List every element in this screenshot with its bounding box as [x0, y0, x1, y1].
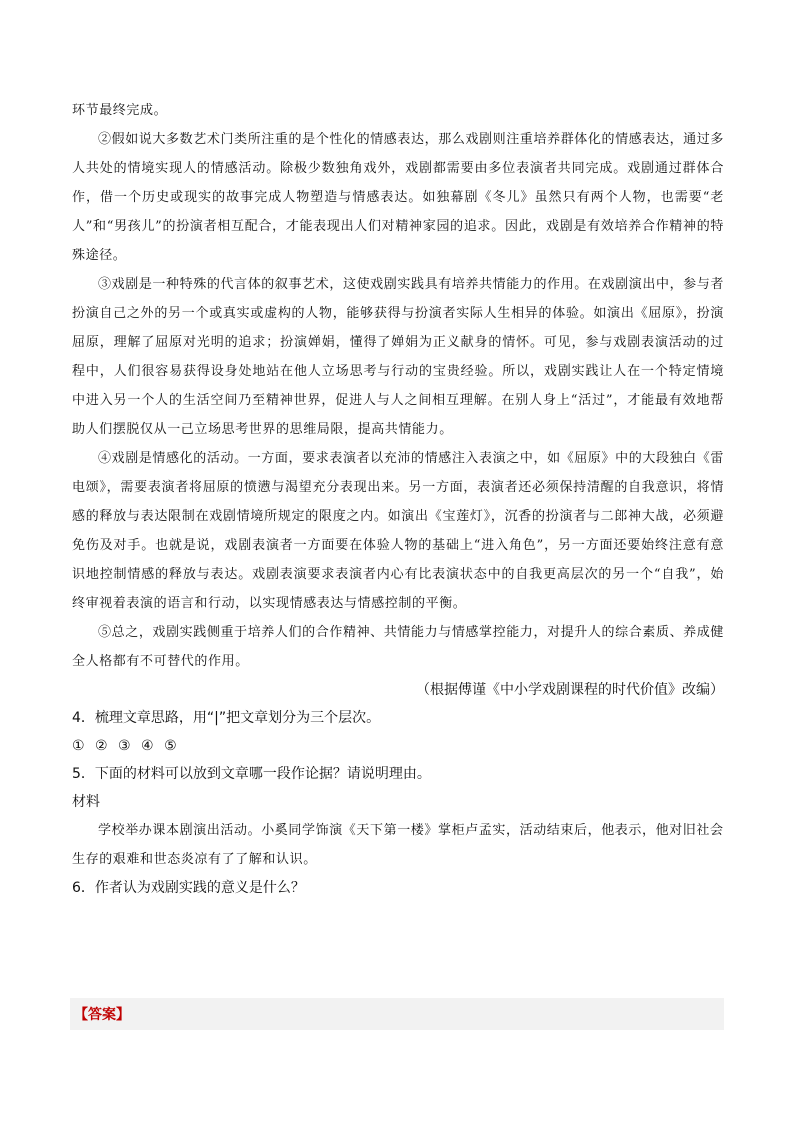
question-4-circles — [72, 732, 724, 760]
circle-number: ⑤ — [164, 738, 177, 754]
circle-number: ② — [95, 738, 108, 754]
passage-source: （根据傅谨《中小学戏剧课程的时代价值》改编） — [416, 682, 724, 698]
material-label: 材料 — [72, 794, 100, 810]
circle-number: ① — [72, 738, 85, 754]
passage-paragraph-2: ②假如说大多数艺术门类所注重的是个性化的情感表达，那么戏剧则注重培养群体化的情感表达，通过多人共处的情境实现人的情感活动。除极少数独角戏外，戏剧都需要由多位表演者共同完成。戏剧通过群体合作，借一个历史或现实的故事完成人物塑造与情感表达。如独幕剧《冬儿》虽然只有两个人物，也需要“老人”和“男孩儿”的扮演者相互配合，才能表现出人们对精神家园的追求。因此，戏剧是有效培养合作精神的特殊途径。 — [72, 132, 724, 263]
content-area — [72, 96, 724, 902]
circle-number: ③ — [118, 738, 131, 754]
material-text: 学校举办课本剧演出活动。小奚同学饰演《天下第一楼》掌柜卢孟实，活动结束后，他表示，他对旧社会生存的艰难和世态炎凉有了了解和认识。 — [72, 823, 724, 867]
passage-paragraph-5: ⑤总之，戏剧实践侧重于培养人们的合作精神、共情能力与情感掌控能力，对提升人的综合素质、养成健全人格都有不可替代的作用。 — [72, 625, 724, 669]
question-5: 5．下面的材料可以放到文章哪一段作论据？请说明理由。 — [72, 766, 431, 782]
passage-paragraph-3: ③戏剧是一种特殊的代言体的叙事艺术，这使戏剧实践具有培养共情能力的作用。在戏剧演出中，参与者扮演自己之外的另一个或真实或虚构的人物，能够获得与扮演者实际人生相异的体验。如演出《屈原》，扮演屈原，理解了屈原对光明的追求；扮演婵娟，懂得了婵娟为正义献身的情怀。可见，参与戏剧表演活动的过程中，人们很容易获得设身处地站在他人立场思考与行动的宝贵经验。所以，戏剧实践让人在一个特定情境中进入另一个人的生活空间乃至精神世界，促进人与人之间相互理解。在别人身上“活过”，才能最有效地帮助人们摆脱仅从一己立场思考世界的思维局限，提高共情能力。 — [72, 277, 724, 437]
passage-paragraph-0: 环节最终完成。 — [72, 103, 168, 118]
answer-label: 【答案】 — [74, 1007, 130, 1023]
answer-bar — [70, 998, 724, 1030]
question-4: 4．梳理文章思路，用“|”把文章划分为三个层次。 — [72, 710, 381, 726]
circle-number: ④ — [141, 738, 154, 754]
passage-paragraph-4: ④戏剧是情感化的活动。一方面，要求表演者以充沛的情感注入表演之中，如《屈原》中的大段独白《雷电颂》，需要表演者将屈原的愤懑与渴望充分表现出来。另一方面，表演者还必须保持清醒的自我意识，将情感的释放与表达限制在戏剧情境所规定的限度之内。如演出《宝莲灯》，沉香的扮演者与二郎神大战，必须避免伤及对手。也就是说，戏剧表演者一方面要在体验人物的基础上“进入角色”，另一方面还要始终注意有意识地控制情感的释放与表达。戏剧表演要求表演者内心有比表演状态中的自我更高层次的另一个“自我”，始终审视着表演的语言和行动，以实现情感表达与情感控制的平衡。 — [72, 451, 724, 611]
question-6: 6．作者认为戏剧实践的意义是什么？ — [72, 880, 305, 896]
